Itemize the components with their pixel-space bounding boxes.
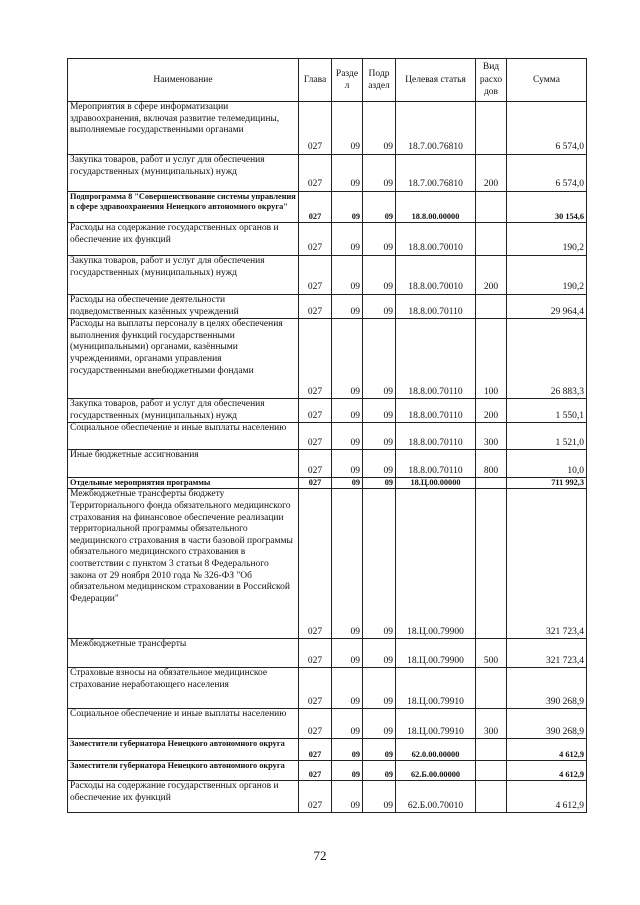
cell-razdel: 09	[332, 478, 363, 489]
table-row	[68, 155, 587, 192]
header-target: Целевая статья	[396, 59, 476, 102]
cell-razdel: 09	[332, 102, 363, 155]
cell-glava: 027	[299, 423, 332, 450]
cell-sum: 6 574,0	[507, 155, 587, 192]
cell-target: 18.8.00.70110	[396, 295, 476, 319]
cell-glava: 027	[299, 478, 332, 489]
cell-name: Отдельные мероприятия программы	[68, 478, 299, 489]
cell-target: 18.8.00.70110	[396, 450, 476, 478]
cell-vid	[476, 223, 507, 256]
cell-target: 18.8.00.70110	[396, 319, 476, 399]
cell-glava: 027	[299, 319, 332, 399]
cell-name: Закупка товаров, работ и услуг для обеспечения государственных (муниципальных) нужд	[68, 399, 299, 423]
cell-glava: 027	[299, 102, 332, 155]
table-header-row	[68, 59, 587, 102]
cell-vid: 300	[476, 423, 507, 450]
table-row	[68, 489, 587, 639]
header-razdel: Разде л	[332, 59, 363, 102]
cell-glava: 027	[299, 739, 332, 761]
page-number: 72	[313, 848, 327, 863]
cell-target: 18.Ц.00.79910	[396, 668, 476, 709]
cell-sum: 4 612,9	[507, 781, 587, 813]
cell-name: Иные бюджетные ассигнования	[68, 450, 299, 478]
cell-podrazdel: 09	[363, 450, 396, 478]
cell-target: 18.8.00.70110	[396, 423, 476, 450]
cell-name: Заместители губернатора Ненецкого автономного округа	[68, 761, 299, 781]
header-vid: Вид расхо дов	[476, 59, 507, 102]
cell-glava: 027	[299, 761, 332, 781]
cell-vid	[476, 761, 507, 781]
cell-vid	[476, 478, 507, 489]
cell-sum: 711 992,3	[507, 478, 587, 489]
cell-podrazdel: 09	[363, 781, 396, 813]
cell-sum: 190,2	[507, 223, 587, 256]
cell-name: Закупка товаров, работ и услуг для обеспечения государственных (муниципальных) нужд	[68, 256, 299, 295]
cell-razdel: 09	[332, 639, 363, 668]
cell-name: Расходы на содержание государственных органов и обеспечение их функций	[68, 781, 299, 813]
cell-podrazdel: 09	[363, 739, 396, 761]
cell-razdel: 09	[332, 256, 363, 295]
cell-vid	[476, 295, 507, 319]
cell-name: Социальное обеспечение и иные выплаты населению	[68, 423, 299, 450]
cell-target: 18.Ц.00.79910	[396, 709, 476, 739]
cell-glava: 027	[299, 155, 332, 192]
cell-target: 62.0.00.00000	[396, 739, 476, 761]
header-sum: Сумма	[507, 59, 587, 102]
cell-target: 18.8.00.70010	[396, 256, 476, 295]
cell-sum: 190,2	[507, 256, 587, 295]
budget-table	[67, 58, 587, 813]
cell-glava: 027	[299, 223, 332, 256]
cell-target: 18.8.00.70110	[396, 399, 476, 423]
header-name: Наименование	[68, 59, 299, 102]
cell-target: 18.8.00.00000	[396, 192, 476, 223]
cell-sum: 4 612,9	[507, 739, 587, 761]
cell-vid: 800	[476, 450, 507, 478]
cell-name: Межбюджетные трансферты	[68, 639, 299, 668]
cell-glava: 027	[299, 668, 332, 709]
table-row	[68, 450, 587, 478]
cell-sum: 6 574,0	[507, 102, 587, 155]
cell-razdel: 09	[332, 668, 363, 709]
cell-glava: 027	[299, 781, 332, 813]
cell-sum: 10,0	[507, 450, 587, 478]
cell-vid: 500	[476, 639, 507, 668]
cell-podrazdel: 09	[363, 423, 396, 450]
cell-vid	[476, 781, 507, 813]
cell-glava: 027	[299, 639, 332, 668]
table-row	[68, 639, 587, 668]
table-row	[68, 223, 587, 256]
table-row	[68, 781, 587, 813]
header-glava: Глава	[299, 59, 332, 102]
cell-target: 18.Ц.00.79900	[396, 489, 476, 639]
cell-razdel: 09	[332, 319, 363, 399]
cell-podrazdel: 09	[363, 668, 396, 709]
cell-target: 18.7.00.76810	[396, 155, 476, 192]
header-podrazdel: Подр аздел	[363, 59, 396, 102]
table-row	[68, 102, 587, 155]
cell-name: Подпрограмма 8 "Совершенствование системы управления в сфере здравоохранения Ненецкого автономного округа"	[68, 192, 299, 223]
cell-glava: 027	[299, 295, 332, 319]
cell-sum: 1 521,0	[507, 423, 587, 450]
table-row	[68, 399, 587, 423]
cell-target: 18.Ц.00.00000	[396, 478, 476, 489]
table-row	[68, 761, 587, 781]
cell-razdel: 09	[332, 295, 363, 319]
cell-vid: 300	[476, 709, 507, 739]
cell-vid	[476, 668, 507, 709]
cell-name: Социальное обеспечение и иные выплаты населению	[68, 709, 299, 739]
cell-vid	[476, 739, 507, 761]
cell-razdel: 09	[332, 709, 363, 739]
cell-razdel: 09	[332, 781, 363, 813]
cell-razdel: 09	[332, 489, 363, 639]
cell-name: Мероприятия в сфере информатизации здравоохранения, включая развитие телемедицины, выполняемые государственными органами	[68, 102, 299, 155]
cell-name: Заместители губернатора Ненецкого автономного округа	[68, 739, 299, 761]
cell-target: 62.Б.00.70010	[396, 781, 476, 813]
table-row	[68, 192, 587, 223]
cell-razdel: 09	[332, 761, 363, 781]
table-row	[68, 739, 587, 761]
cell-name: Страховые взносы на обязательное медицинское страхование неработающего населения	[68, 668, 299, 709]
cell-sum: 321 723,4	[507, 489, 587, 639]
cell-podrazdel: 09	[363, 489, 396, 639]
cell-name: Закупка товаров, работ и услуг для обеспечения государственных (муниципальных) нужд	[68, 155, 299, 192]
table-row	[68, 423, 587, 450]
cell-sum: 390 268,9	[507, 709, 587, 739]
table-row	[68, 319, 587, 399]
cell-podrazdel: 09	[363, 256, 396, 295]
cell-sum: 29 964,4	[507, 295, 587, 319]
cell-vid: 200	[476, 256, 507, 295]
cell-razdel: 09	[332, 399, 363, 423]
cell-razdel: 09	[332, 423, 363, 450]
cell-podrazdel: 09	[363, 223, 396, 256]
table-row	[68, 709, 587, 739]
cell-razdel: 09	[332, 223, 363, 256]
cell-name: Расходы на содержание государственных органов и обеспечение их функций	[68, 223, 299, 256]
cell-sum: 30 154,6	[507, 192, 587, 223]
cell-sum: 26 883,3	[507, 319, 587, 399]
cell-razdel: 09	[332, 192, 363, 223]
cell-podrazdel: 09	[363, 155, 396, 192]
cell-podrazdel: 09	[363, 639, 396, 668]
cell-podrazdel: 09	[363, 709, 396, 739]
cell-vid	[476, 489, 507, 639]
cell-glava: 027	[299, 192, 332, 223]
cell-target: 18.8.00.70010	[396, 223, 476, 256]
cell-name: Расходы на выплаты персоналу в целях обеспечения выполнения функций государственными (муниципальными) органами, казёнными учреждениями, органами управления государственными внебюджетными фондами	[68, 319, 299, 399]
cell-podrazdel: 09	[363, 399, 396, 423]
cell-sum: 1 550,1	[507, 399, 587, 423]
cell-target: 62.Б.00.00000	[396, 761, 476, 781]
cell-glava: 027	[299, 450, 332, 478]
cell-vid: 200	[476, 155, 507, 192]
cell-name: Межбюджетные трансферты бюджету Территориального фонда обязательного медицинского страхования на финансовое обеспечение реализации территориальной программы обязательного медицинского страхования в части базовой программы обязательного медицинского страхования в соответствии с пунктом 3 статьи 8 Федерального закона от 29 ноября 2010 года № 326-ФЗ "Об обязательном медицинском страховании в Российской Федерации"	[68, 489, 299, 639]
cell-target: 18.Ц.00.79900	[396, 639, 476, 668]
cell-podrazdel: 09	[363, 192, 396, 223]
table-row	[68, 256, 587, 295]
cell-glava: 027	[299, 256, 332, 295]
cell-sum: 4 612,9	[507, 761, 587, 781]
table-body	[68, 102, 587, 813]
cell-glava: 027	[299, 399, 332, 423]
cell-razdel: 09	[332, 155, 363, 192]
cell-razdel: 09	[332, 450, 363, 478]
cell-sum: 321 723,4	[507, 639, 587, 668]
table-row	[68, 668, 587, 709]
cell-glava: 027	[299, 489, 332, 639]
cell-podrazdel: 09	[363, 478, 396, 489]
cell-podrazdel: 09	[363, 761, 396, 781]
cell-vid	[476, 102, 507, 155]
cell-podrazdel: 09	[363, 295, 396, 319]
cell-sum: 390 268,9	[507, 668, 587, 709]
cell-glava: 027	[299, 709, 332, 739]
table-row	[68, 478, 587, 489]
cell-vid: 100	[476, 319, 507, 399]
table-row	[68, 295, 587, 319]
cell-podrazdel: 09	[363, 319, 396, 399]
cell-vid: 200	[476, 399, 507, 423]
cell-podrazdel: 09	[363, 102, 396, 155]
cell-razdel: 09	[332, 739, 363, 761]
cell-vid	[476, 192, 507, 223]
cell-name: Расходы на обеспечение деятельности подведомственных казённых учреждений	[68, 295, 299, 319]
cell-target: 18.7.00.76810	[396, 102, 476, 155]
